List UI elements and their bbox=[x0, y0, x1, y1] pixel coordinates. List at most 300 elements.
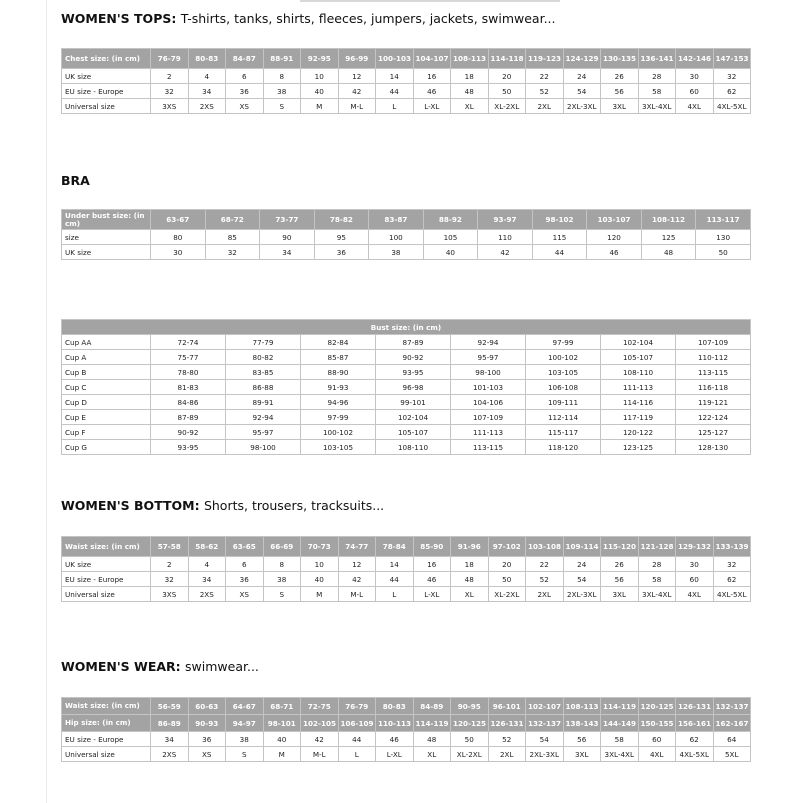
table-cell: 102-104 bbox=[601, 335, 676, 350]
row-label: UK size bbox=[62, 557, 151, 572]
table-cell: 3XL bbox=[601, 587, 639, 602]
table-cell: 92-94 bbox=[226, 410, 301, 425]
table-cell: 80 bbox=[151, 230, 206, 245]
table-cell: XS bbox=[226, 587, 264, 602]
table-cell: 50 bbox=[488, 572, 526, 587]
table-row bbox=[62, 587, 751, 602]
row-label: Universal size bbox=[62, 747, 151, 762]
table-row bbox=[62, 84, 751, 99]
table-cell: 3XL-4XL bbox=[601, 747, 639, 762]
table-cell: 38 bbox=[263, 84, 301, 99]
table-cell: 50 bbox=[696, 245, 751, 260]
table-cell: 64 bbox=[713, 732, 751, 747]
bottom-heading bbox=[61, 498, 384, 513]
table-cell: 46 bbox=[587, 245, 642, 260]
row-label: Cup B bbox=[62, 365, 151, 380]
table-cell: 77-79 bbox=[226, 335, 301, 350]
table-cell: 100 bbox=[369, 230, 424, 245]
page-top-fragment bbox=[300, 0, 560, 2]
table-cell: L bbox=[376, 587, 414, 602]
header-cell: 130-135 bbox=[601, 49, 639, 69]
header-cell: 96-101 bbox=[488, 698, 526, 715]
table-cell: XL-2XL bbox=[488, 99, 526, 114]
header-cell: 142-146 bbox=[676, 49, 714, 69]
header-cell: 78-82 bbox=[314, 210, 369, 230]
table-cell: 81-83 bbox=[151, 380, 226, 395]
table-cell: 2 bbox=[151, 557, 189, 572]
table-cell: 101-103 bbox=[451, 380, 526, 395]
header-cell: 114-119 bbox=[601, 698, 639, 715]
table-cell: 3XL bbox=[601, 99, 639, 114]
table-cell: 78-80 bbox=[151, 365, 226, 380]
table-cell: S bbox=[226, 747, 264, 762]
table-cell: 38 bbox=[226, 732, 264, 747]
cup-size-table bbox=[61, 319, 751, 455]
table-cell: 54 bbox=[563, 84, 601, 99]
table-cell: M-L bbox=[338, 587, 376, 602]
table-cell: 114-116 bbox=[601, 395, 676, 410]
header-cell: 63-67 bbox=[151, 210, 206, 230]
table-cell: XL-2XL bbox=[451, 747, 489, 762]
table-row bbox=[62, 557, 751, 572]
row-label: EU size - Europe bbox=[62, 84, 151, 99]
table-cell: 120-122 bbox=[601, 425, 676, 440]
table-cell: 42 bbox=[338, 572, 376, 587]
table-cell: M-L bbox=[301, 747, 339, 762]
header-cell: 126-131 bbox=[676, 698, 714, 715]
table-row bbox=[62, 395, 751, 410]
table-cell: 107-109 bbox=[676, 335, 751, 350]
row-label: Cup G bbox=[62, 440, 151, 455]
table-cell: 84-86 bbox=[151, 395, 226, 410]
table-cell: 60 bbox=[676, 84, 714, 99]
table-cell: L-XL bbox=[376, 747, 414, 762]
table-cell: 8 bbox=[263, 69, 301, 84]
table-row bbox=[62, 245, 751, 260]
header-cell: 76-79 bbox=[151, 49, 189, 69]
table-cell: 103-105 bbox=[526, 365, 601, 380]
table-cell: 2XL bbox=[526, 587, 564, 602]
header-cell: 108-112 bbox=[641, 210, 696, 230]
header-cell: 57-58 bbox=[151, 537, 189, 557]
table-cell: 60 bbox=[676, 572, 714, 587]
table-cell: 14 bbox=[376, 69, 414, 84]
table-cell: 34 bbox=[260, 245, 315, 260]
header-label: Waist size: (in cm) bbox=[62, 537, 151, 557]
header-label: Hip size: (in cm) bbox=[62, 715, 151, 732]
table-cell: 22 bbox=[526, 557, 564, 572]
table-cell: 2XL-3XL bbox=[563, 99, 601, 114]
bra-title: BRA bbox=[61, 173, 90, 188]
table-row bbox=[62, 572, 751, 587]
table-cell: 20 bbox=[488, 557, 526, 572]
table-cell: 54 bbox=[526, 732, 564, 747]
table-cell: 48 bbox=[451, 572, 489, 587]
table-cell: 44 bbox=[338, 732, 376, 747]
row-label: Cup A bbox=[62, 350, 151, 365]
table-cell: 112-114 bbox=[526, 410, 601, 425]
table-cell: 2XL-3XL bbox=[526, 747, 564, 762]
table-cell: 4XL-5XL bbox=[713, 587, 751, 602]
table-cell: 30 bbox=[151, 245, 206, 260]
table-cell: 125 bbox=[641, 230, 696, 245]
table-cell: 87-89 bbox=[376, 335, 451, 350]
table-cell: 36 bbox=[188, 732, 226, 747]
header-cell: 90-93 bbox=[188, 715, 226, 732]
header-cell: 113-117 bbox=[696, 210, 751, 230]
table-cell: 56 bbox=[601, 84, 639, 99]
table-cell: 87-89 bbox=[151, 410, 226, 425]
header-cell: 64-67 bbox=[226, 698, 264, 715]
header-cell: 126-131 bbox=[488, 715, 526, 732]
header-cell: 147-153 bbox=[713, 49, 751, 69]
tops-title: WOMEN'S TOPS: bbox=[61, 11, 177, 26]
table-row bbox=[62, 380, 751, 395]
table-cell: 80-82 bbox=[226, 350, 301, 365]
table-cell: 89-91 bbox=[226, 395, 301, 410]
tops-size-table bbox=[61, 48, 751, 114]
table-cell: 40 bbox=[301, 572, 339, 587]
table-cell: 108-110 bbox=[376, 440, 451, 455]
table-cell: 111-113 bbox=[601, 380, 676, 395]
row-label: Cup AA bbox=[62, 335, 151, 350]
table-cell: 3XL-4XL bbox=[638, 99, 676, 114]
table-cell: 113-115 bbox=[451, 440, 526, 455]
table-cell: 105 bbox=[423, 230, 478, 245]
table-cell: M bbox=[263, 747, 301, 762]
table-cell: 3XL bbox=[563, 747, 601, 762]
table-cell: 32 bbox=[205, 245, 260, 260]
header-cell: 103-107 bbox=[587, 210, 642, 230]
table-cell: XS bbox=[226, 99, 264, 114]
header-cell: 110-113 bbox=[376, 715, 414, 732]
table-cell: 97-99 bbox=[526, 335, 601, 350]
header-cell: 58-62 bbox=[188, 537, 226, 557]
row-label: Universal size bbox=[62, 99, 151, 114]
table-cell: 85-87 bbox=[301, 350, 376, 365]
header-row bbox=[62, 49, 751, 69]
table-cell: 128-130 bbox=[676, 440, 751, 455]
table-cell: S bbox=[263, 587, 301, 602]
table-cell: 103-105 bbox=[301, 440, 376, 455]
table-cell: 4XL bbox=[676, 587, 714, 602]
table-cell: 105-107 bbox=[601, 350, 676, 365]
header-cell: 80-83 bbox=[188, 49, 226, 69]
table-cell: 118-120 bbox=[526, 440, 601, 455]
table-cell: XL bbox=[413, 747, 451, 762]
table-cell: M bbox=[301, 99, 339, 114]
bottom-title: WOMEN'S BOTTOM: bbox=[61, 498, 200, 513]
table-cell: 107-109 bbox=[451, 410, 526, 425]
table-cell: 24 bbox=[563, 557, 601, 572]
table-cell: 95 bbox=[314, 230, 369, 245]
table-cell: 102-104 bbox=[376, 410, 451, 425]
wear-title: WOMEN'S WEAR: bbox=[61, 659, 181, 674]
table-row bbox=[62, 365, 751, 380]
header-cell: 88-91 bbox=[263, 49, 301, 69]
header-row bbox=[62, 715, 751, 732]
header-row bbox=[62, 210, 751, 230]
table-cell: 32 bbox=[713, 69, 751, 84]
table-cell: 36 bbox=[226, 572, 264, 587]
table-cell: 88-90 bbox=[301, 365, 376, 380]
header-cell: 119-123 bbox=[526, 49, 564, 69]
row-label: Cup D bbox=[62, 395, 151, 410]
table-cell: 125-127 bbox=[676, 425, 751, 440]
table-cell: 22 bbox=[526, 69, 564, 84]
header-cell: 98-101 bbox=[263, 715, 301, 732]
table-cell: 54 bbox=[563, 572, 601, 587]
header-cell: 114-118 bbox=[488, 49, 526, 69]
table-cell: 83-85 bbox=[226, 365, 301, 380]
table-cell: L bbox=[338, 747, 376, 762]
table-cell: M-L bbox=[338, 99, 376, 114]
table-cell: 95-97 bbox=[226, 425, 301, 440]
header-cell: 120-125 bbox=[451, 715, 489, 732]
table-row bbox=[62, 732, 751, 747]
table-cell: 40 bbox=[263, 732, 301, 747]
header-cell: 76-79 bbox=[338, 698, 376, 715]
header-cell: 106-109 bbox=[338, 715, 376, 732]
bra-size-table bbox=[61, 209, 751, 260]
table-cell: 3XS bbox=[151, 99, 189, 114]
bra-heading bbox=[61, 173, 90, 188]
table-cell: 94-96 bbox=[301, 395, 376, 410]
table-cell: 130 bbox=[696, 230, 751, 245]
header-label: Chest size: (in cm) bbox=[62, 49, 151, 69]
header-cell: 66-69 bbox=[263, 537, 301, 557]
table-cell: 46 bbox=[413, 572, 451, 587]
header-cell: 138-143 bbox=[563, 715, 601, 732]
header-cell: 114-119 bbox=[413, 715, 451, 732]
table-cell: 50 bbox=[451, 732, 489, 747]
bust-size-header: Bust size: (in cm) bbox=[62, 320, 751, 335]
header-cell: 96-99 bbox=[338, 49, 376, 69]
table-cell: 44 bbox=[376, 572, 414, 587]
table-cell: 109-111 bbox=[526, 395, 601, 410]
header-cell: 162-167 bbox=[713, 715, 751, 732]
table-cell: 82-84 bbox=[301, 335, 376, 350]
table-cell: 32 bbox=[151, 84, 189, 99]
table-cell: 36 bbox=[314, 245, 369, 260]
table-cell: 62 bbox=[676, 732, 714, 747]
wear-size-table bbox=[61, 697, 751, 762]
table-cell: 104-106 bbox=[451, 395, 526, 410]
header-cell: 115-120 bbox=[601, 537, 639, 557]
table-cell: 60 bbox=[638, 732, 676, 747]
row-label: Cup C bbox=[62, 380, 151, 395]
header-cell: 88-92 bbox=[423, 210, 478, 230]
table-cell: L bbox=[376, 99, 414, 114]
table-cell: 48 bbox=[413, 732, 451, 747]
table-cell: XS bbox=[188, 747, 226, 762]
table-cell: 44 bbox=[376, 84, 414, 99]
table-cell: 96-98 bbox=[376, 380, 451, 395]
header-cell: 74-77 bbox=[338, 537, 376, 557]
table-cell: 116-118 bbox=[676, 380, 751, 395]
table-cell: 115-117 bbox=[526, 425, 601, 440]
table-cell: 90-92 bbox=[376, 350, 451, 365]
table-cell: 4XL-5XL bbox=[713, 99, 751, 114]
header-cell: 91-96 bbox=[451, 537, 489, 557]
table-cell: 62 bbox=[713, 84, 751, 99]
table-cell: 3XL-4XL bbox=[638, 587, 676, 602]
header-cell: 85-90 bbox=[413, 537, 451, 557]
header-cell: 56-59 bbox=[151, 698, 189, 715]
table-cell: 2 bbox=[151, 69, 189, 84]
table-row bbox=[62, 440, 751, 455]
header-cell: 80-83 bbox=[376, 698, 414, 715]
table-cell: 110-112 bbox=[676, 350, 751, 365]
table-cell: 2XS bbox=[151, 747, 189, 762]
table-cell: 86-88 bbox=[226, 380, 301, 395]
header-cell: 92-95 bbox=[301, 49, 339, 69]
table-cell: 58 bbox=[638, 572, 676, 587]
table-cell: 4 bbox=[188, 69, 226, 84]
table-cell: 52 bbox=[526, 84, 564, 99]
table-cell: 18 bbox=[451, 69, 489, 84]
table-cell: 42 bbox=[301, 732, 339, 747]
header-cell: 108-113 bbox=[451, 49, 489, 69]
row-label: Cup F bbox=[62, 425, 151, 440]
table-cell: 56 bbox=[563, 732, 601, 747]
table-cell: 12 bbox=[338, 69, 376, 84]
table-cell: 34 bbox=[188, 572, 226, 587]
row-label: size bbox=[62, 230, 151, 245]
header-cell: 86-89 bbox=[151, 715, 189, 732]
table-cell: 115 bbox=[532, 230, 587, 245]
row-label: Universal size bbox=[62, 587, 151, 602]
header-row bbox=[62, 537, 751, 557]
table-cell: 58 bbox=[601, 732, 639, 747]
table-row bbox=[62, 335, 751, 350]
header-cell: 94-97 bbox=[226, 715, 264, 732]
table-cell: 24 bbox=[563, 69, 601, 84]
header-cell: 90-95 bbox=[451, 698, 489, 715]
table-cell: 95-97 bbox=[451, 350, 526, 365]
header-cell: 84-87 bbox=[226, 49, 264, 69]
header-cell: 100-103 bbox=[376, 49, 414, 69]
table-row bbox=[62, 69, 751, 84]
table-cell: 2XL bbox=[526, 99, 564, 114]
header-cell: 78-84 bbox=[376, 537, 414, 557]
table-cell: 120 bbox=[587, 230, 642, 245]
table-cell: 93-95 bbox=[376, 365, 451, 380]
header-cell: 132-137 bbox=[713, 698, 751, 715]
table-cell: 30 bbox=[676, 557, 714, 572]
table-cell: 50 bbox=[488, 84, 526, 99]
header-cell: 83-87 bbox=[369, 210, 424, 230]
row-label: UK size bbox=[62, 69, 151, 84]
table-cell: 14 bbox=[376, 557, 414, 572]
wear-heading bbox=[61, 659, 259, 674]
header-cell: 136-141 bbox=[638, 49, 676, 69]
table-cell: 16 bbox=[413, 69, 451, 84]
table-cell: 75-77 bbox=[151, 350, 226, 365]
table-cell: 8 bbox=[263, 557, 301, 572]
header-cell: 104-107 bbox=[413, 49, 451, 69]
table-cell: XL bbox=[451, 99, 489, 114]
table-cell: 32 bbox=[151, 572, 189, 587]
table-cell: 108-110 bbox=[601, 365, 676, 380]
table-cell: 52 bbox=[526, 572, 564, 587]
table-cell: 26 bbox=[601, 557, 639, 572]
table-cell: 113-115 bbox=[676, 365, 751, 380]
table-cell: 5XL bbox=[713, 747, 751, 762]
bottom-size-table bbox=[61, 536, 751, 602]
table-cell: 28 bbox=[638, 557, 676, 572]
table-cell: M bbox=[301, 587, 339, 602]
header-cell: 108-113 bbox=[563, 698, 601, 715]
header-cell: 60-63 bbox=[188, 698, 226, 715]
header-cell: 124-129 bbox=[563, 49, 601, 69]
table-cell: 72-74 bbox=[151, 335, 226, 350]
header-cell: 150-155 bbox=[638, 715, 676, 732]
table-cell: 28 bbox=[638, 69, 676, 84]
table-cell: 38 bbox=[369, 245, 424, 260]
table-cell: 34 bbox=[151, 732, 189, 747]
header-label: Waist size: (in cm) bbox=[62, 698, 151, 715]
table-cell: 52 bbox=[488, 732, 526, 747]
table-cell: 40 bbox=[423, 245, 478, 260]
table-cell: 10 bbox=[301, 69, 339, 84]
table-cell: 48 bbox=[641, 245, 696, 260]
tops-heading bbox=[61, 11, 556, 26]
table-cell: 123-125 bbox=[601, 440, 676, 455]
table-row bbox=[62, 410, 751, 425]
bottom-subtitle: Shorts, trousers, tracksuits... bbox=[203, 498, 385, 513]
table-cell: 122-124 bbox=[676, 410, 751, 425]
table-row bbox=[62, 99, 751, 114]
table-cell: 111-113 bbox=[451, 425, 526, 440]
table-cell: 100-102 bbox=[526, 350, 601, 365]
table-cell: 16 bbox=[413, 557, 451, 572]
table-cell: 44 bbox=[532, 245, 587, 260]
table-row bbox=[62, 350, 751, 365]
header-cell: 70-73 bbox=[301, 537, 339, 557]
table-cell: 40 bbox=[301, 84, 339, 99]
table-cell: 97-99 bbox=[301, 410, 376, 425]
row-label: Cup E bbox=[62, 410, 151, 425]
table-cell: 4 bbox=[188, 557, 226, 572]
table-cell: 20 bbox=[488, 69, 526, 84]
table-cell: 58 bbox=[638, 84, 676, 99]
table-cell: 85 bbox=[205, 230, 260, 245]
table-cell: 30 bbox=[676, 69, 714, 84]
header-cell: 68-72 bbox=[205, 210, 260, 230]
header-cell: 63-65 bbox=[226, 537, 264, 557]
table-cell: XL-2XL bbox=[488, 587, 526, 602]
table-cell: 98-100 bbox=[226, 440, 301, 455]
table-cell: 56 bbox=[601, 572, 639, 587]
wear-subtitle: swimwear... bbox=[185, 659, 259, 674]
table-cell: 6 bbox=[226, 557, 264, 572]
table-cell: 18 bbox=[451, 557, 489, 572]
table-cell: 38 bbox=[263, 572, 301, 587]
header-cell: 84-89 bbox=[413, 698, 451, 715]
header-cell: 121-128 bbox=[638, 537, 676, 557]
header-cell: 144-149 bbox=[601, 715, 639, 732]
header-cell: 73-77 bbox=[260, 210, 315, 230]
table-cell: L-XL bbox=[413, 99, 451, 114]
table-cell: 110 bbox=[478, 230, 533, 245]
table-cell: 42 bbox=[338, 84, 376, 99]
table-cell: 4XL-5XL bbox=[676, 747, 714, 762]
header-cell: 120-125 bbox=[638, 698, 676, 715]
table-cell: 42 bbox=[478, 245, 533, 260]
table-cell: 92-94 bbox=[451, 335, 526, 350]
table-cell: 2XL-3XL bbox=[563, 587, 601, 602]
